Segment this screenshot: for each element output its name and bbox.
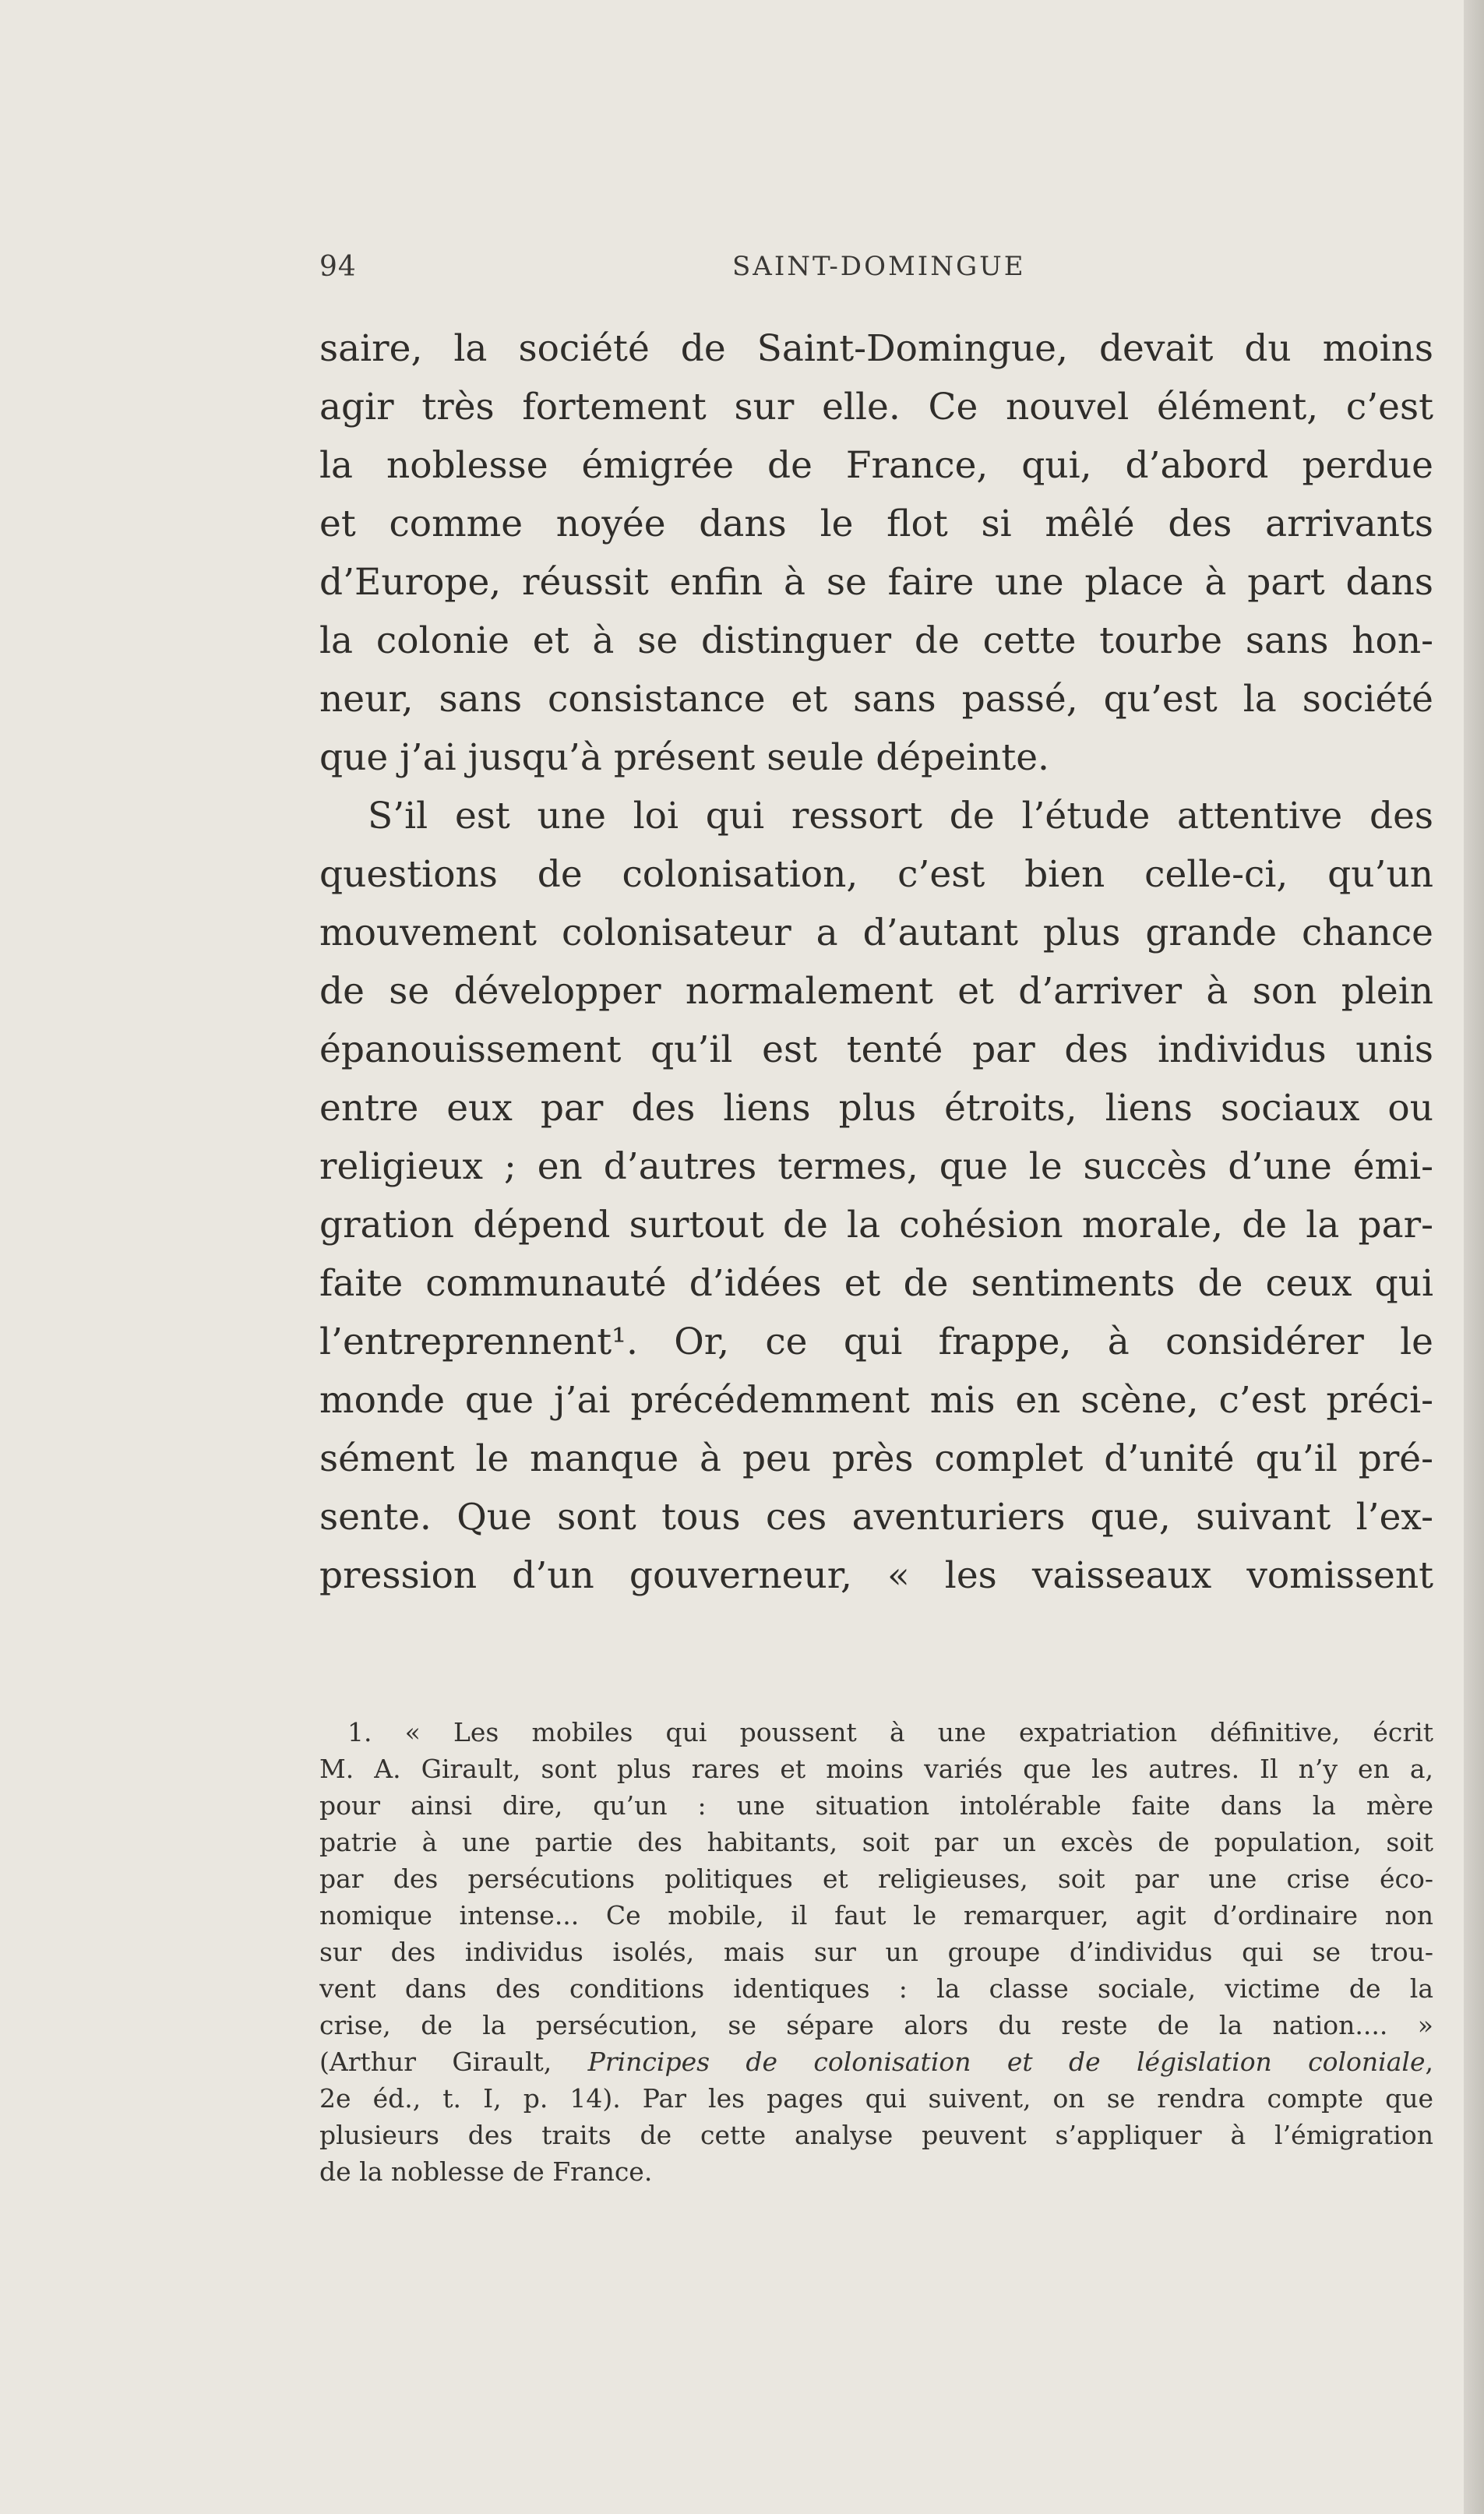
body-line: pression d’un gouverneur, « les vaisseaux vomissent: [319, 1554, 1433, 1597]
footnote-line: 2e éd., t. I, p. 14). Par les pages qui suivent, on se rendra compte que: [319, 2083, 1433, 2114]
body-line: la colonie et à se distinguer de cette tourbe sans hon-: [319, 619, 1433, 662]
footnote-line: sur des individus isolés, mais sur un groupe d’individus qui se trou-: [319, 1937, 1433, 1967]
body-line: l’entreprennent¹. Or, ce qui frappe, à considérer le: [319, 1320, 1433, 1363]
body-text: [319, 319, 1433, 1605]
body-line: neur, sans consistance et sans passé, qu’est la société: [319, 678, 1433, 721]
body-line: et comme noyée dans le flot si mêlé des arrivants: [319, 502, 1433, 545]
body-line: mouvement colonisateur a d’autant plus grande chance: [319, 911, 1433, 954]
footnotes: [319, 1714, 1433, 2190]
body-line: questions de colonisation, c’est bien celle-ci, qu’un: [319, 853, 1433, 896]
body-line: épanouissement qu’il est tenté par des individus unis: [319, 1028, 1433, 1071]
footnote-line: pour ainsi dire, qu’un : une situation intolérable faite dans la mère: [319, 1790, 1433, 1821]
footnote-line: de la noblesse de France.: [319, 2156, 653, 2187]
running-title: SAINT-DOMINGUE: [732, 251, 1026, 282]
footnote-line: 1. « Les mobiles qui poussent à une expatriation définitive, écrit: [347, 1717, 1433, 1747]
body-line: monde que j’ai précédemment mis en scène, c’est préci-: [319, 1379, 1433, 1422]
footnote-line: patrie à une partie des habitants, soit par un excès de population, soit: [319, 1827, 1433, 1857]
body-line: la noblesse émigrée de France, qui, d’abord perdue: [319, 444, 1433, 487]
footnote-line: plusieurs des traits de cette analyse peuvent s’appliquer à l’émigration: [319, 2120, 1433, 2150]
body-line: agir très fortement sur elle. Ce nouvel élément, c’est: [319, 386, 1433, 428]
body-line: religieux ; en d’autres termes, que le succès d’une émi-: [319, 1145, 1433, 1188]
body-line: sément le manque à peu près complet d’unité qu’il pré-: [319, 1437, 1433, 1480]
body-line: de se développer normalement et d’arriver à son plein: [319, 970, 1433, 1013]
body-line: saire, la société de Saint-Domingue, devait du moins: [319, 327, 1433, 370]
footnote-line: nomique intense... Ce mobile, il faut le remarquer, agit d’ordinaire non: [319, 1900, 1433, 1930]
body-line: d’Europe, réussit enfin à se faire une place à part dans: [319, 561, 1433, 604]
page-header: [319, 251, 1433, 298]
body-line: sente. Que sont tous ces aventuriers que, suivant l’ex-: [319, 1496, 1433, 1539]
citation-open: (Arthur Girault,: [319, 2047, 588, 2077]
citation-close: ,: [1425, 2047, 1433, 2077]
citation-title: Principes de colonisation et de législation coloniale: [587, 2047, 1426, 2077]
body-line: S’il est une loi qui ressort de l’étude attentive des: [368, 795, 1433, 837]
footnote-line: vent dans des conditions identiques : la classe sociale, victime de la: [319, 1973, 1433, 2004]
footnote-line: par des persécutions politiques et religieuses, soit par une crise éco-: [319, 1863, 1433, 1894]
body-line: faite communauté d’idées et de sentiments de ceux qui: [319, 1262, 1433, 1305]
body-line: entre eux par des liens plus étroits, liens sociaux ou: [319, 1087, 1433, 1130]
footnote-line: crise, de la persécution, se sépare alors du reste de la nation.... »: [319, 2010, 1433, 2040]
page-number: 94: [319, 251, 357, 283]
footnote-citation-line: [319, 2043, 1433, 2080]
body-line: que j’ai jusqu’à présent seule dépeinte.: [319, 736, 1049, 779]
body-line: gration dépend surtout de la cohésion morale, de la par-: [319, 1204, 1433, 1246]
footnote-line: M. A. Girault, sont plus rares et moins variés que les autres. Il n’y en a,: [319, 1754, 1433, 1784]
page-edge-shadow: [1464, 0, 1484, 2514]
